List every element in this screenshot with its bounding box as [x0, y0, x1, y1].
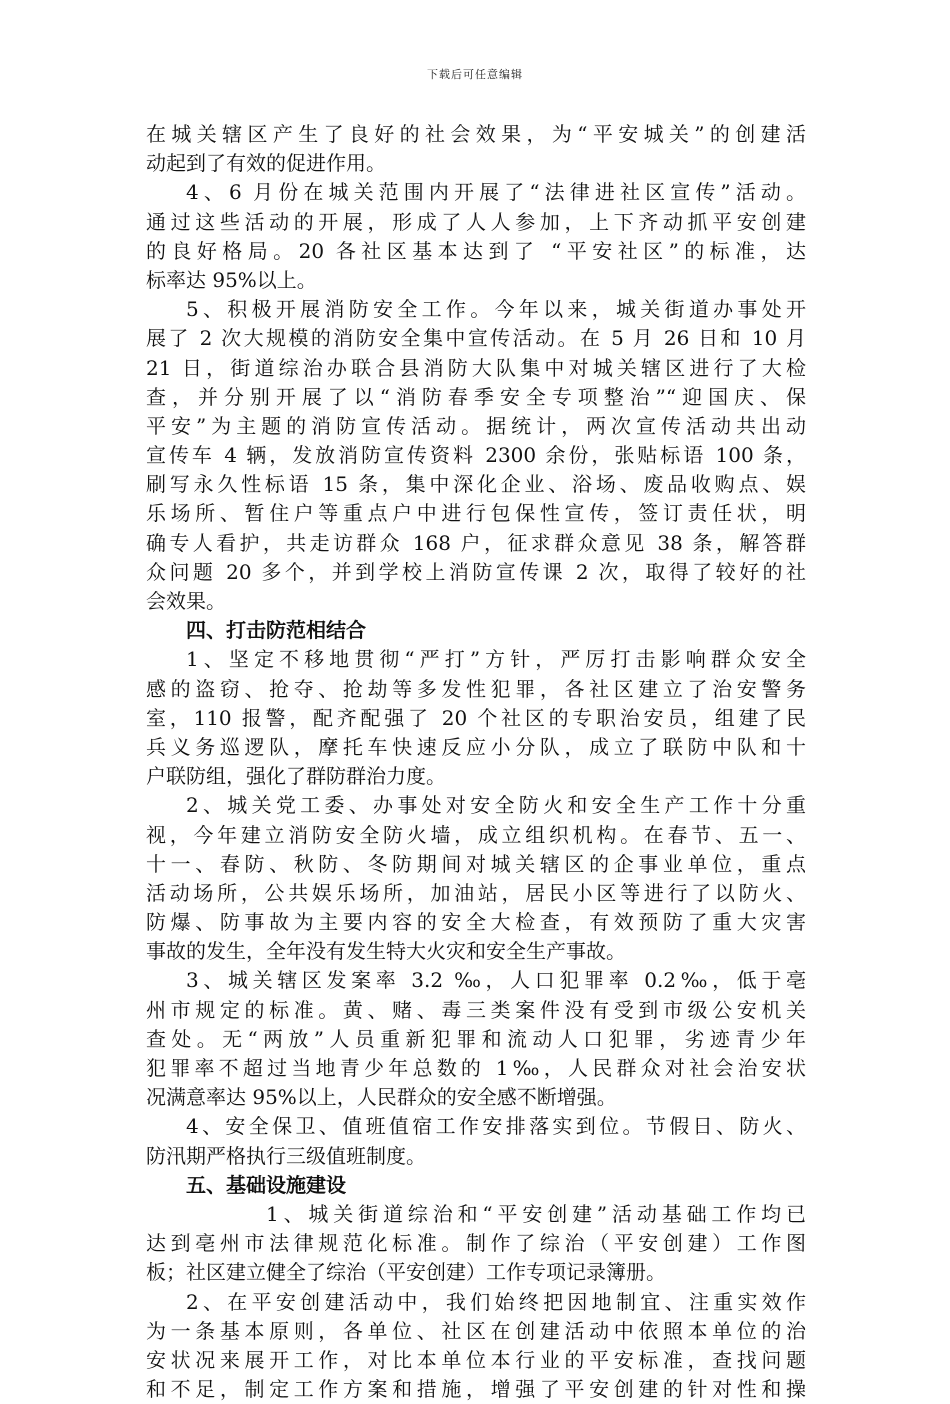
text-line: 达到亳州市法律规范化标准。制作了综治（平安创建）工作图 — [146, 1231, 806, 1256]
text-line: 动起到了有效的促进作用。 — [146, 151, 386, 176]
text-line: 平安”为主题的消防宣传活动。据统计，两次宣传活动共出动 — [146, 413, 806, 438]
text-line: 5、积极开展消防安全工作。今年以来，城关街道办事处开 — [186, 297, 806, 322]
text-line: 乐场所、暂住户等重点户中进行包保性宣传，签订责任状，明 — [146, 501, 806, 526]
text-line: 活动场所，公共娱乐场所，加油站，居民小区等进行了以防火、 — [146, 880, 806, 905]
text-line: 和不足，制定工作方案和措施，增强了平安创建的针对性和操 — [146, 1377, 806, 1402]
text-line: 防爆、防事故为主要内容的安全大检查，有效预防了重大灾害 — [146, 910, 806, 935]
text-line: 查，并分别开展了以“消防春季安全专项整治”“迎国庆、保 — [146, 384, 806, 409]
text-line: 感的盗窃、抢夺、抢劫等多发性犯罪，各社区建立了治安警务 — [146, 676, 806, 701]
page-header: 下载后可任意编辑 — [427, 68, 523, 81]
text-line: 为一条基本原则，各单位、社区在创建活动中依照本单位的治 — [146, 1318, 806, 1343]
text-line: 防汛期严格执行三级值班制度。 — [146, 1143, 426, 1168]
text-line: 在城关辖区产生了良好的社会效果，为“平安城关”的创建活 — [146, 122, 806, 146]
section-heading: 五、基础设施建设 — [186, 1172, 346, 1197]
text-line: 况满意率达 95%以上，人民群众的安全感不断增强。 — [146, 1085, 617, 1110]
text-line: 兵义务巡逻队，摩托车快速反应小分队，成立了联防中队和十 — [146, 734, 806, 759]
text-line: 宣传车 4 辆，发放消防宣传资料 2300 余份，张贴标语 100 条， — [146, 443, 806, 468]
text-line: 室，110 报警，配齐配强了 20 个社区的专职治安员，组建了民 — [146, 705, 806, 730]
text-line: 1、城关街道综治和“平安创建”活动基础工作均已 — [266, 1201, 806, 1226]
section-heading: 四、打击防范相结合 — [186, 618, 366, 643]
text-line: 3、城关辖区发案率 3.2 ‰，人口犯罪率 0.2‰，低于亳 — [186, 968, 806, 993]
text-line: 众问题 20 多个，并到学校上消防宣传课 2 次，取得了较好的社 — [146, 559, 806, 584]
text-line: 的良好格局。20 各社区基本达到了 “平安社区”的标准，达 — [146, 238, 806, 263]
text-line: 4、安全保卫、值班值宿工作安排落实到位。节假日、防火、 — [186, 1114, 806, 1139]
text-line: 标率达 95%以上。 — [146, 267, 317, 292]
text-line: 刷写永久性标语 15 条，集中深化企业、浴场、废品收购点、娱 — [146, 472, 806, 497]
text-line: 2、城关党工委、办事处对安全防火和安全生产工作十分重 — [186, 793, 806, 818]
text-line: 户联防组，强化了群防群治力度。 — [146, 764, 446, 789]
text-line: 21 日，街道综治办联合县消防大队集中对城关辖区进行了大检 — [146, 355, 806, 380]
text-line: 视，今年建立消防安全防火墙，成立组织机构。在春节、五一、 — [146, 822, 806, 847]
text-line: 4、6 月份在城关范围内开展了“法律进社区宣传”活动。 — [186, 180, 806, 205]
text-line: 板；社区建立健全了综治（平安创建）工作专项记录簿册。 — [146, 1260, 666, 1285]
text-line: 展了 2 次大规模的消防安全集中宣传活动。在 5 月 26 日和 10 月 — [146, 326, 806, 351]
text-line: 1、坚定不移地贯彻“严打”方针，严厉打击影响群众安全 — [186, 647, 806, 672]
document-body — [146, 120, 806, 1404]
text-line: 确专人看护，共走访群众 168 户，征求群众意见 38 条，解答群 — [146, 530, 806, 555]
text-line: 会效果。 — [146, 589, 226, 613]
text-line: 犯罪率不超过当地青少年总数的 1‰，人民群众对社会治安状 — [146, 1056, 806, 1080]
text-line: 通过这些活动的开展，形成了人人参加，上下齐动抓平安创建 — [146, 209, 806, 234]
text-line: 州市规定的标准。黄、赌、毒三类案件没有受到市级公安机关 — [146, 997, 806, 1022]
text-line: 安状况来展开工作，对比本单位本行业的平安标准，查找问题 — [146, 1347, 806, 1372]
text-line: 事故的发生，全年没有发生特大火灾和安全生产事故。 — [146, 939, 626, 964]
text-line: 查处。无“两放”人员重新犯罪和流动人口犯罪，劣迹青少年 — [146, 1026, 806, 1051]
text-line: 十一、春防、秋防、冬防期间对城关辖区的企事业单位，重点 — [146, 851, 806, 876]
text-line: 2、在平安创建活动中，我们始终把因地制宜、注重实效作 — [186, 1289, 806, 1314]
